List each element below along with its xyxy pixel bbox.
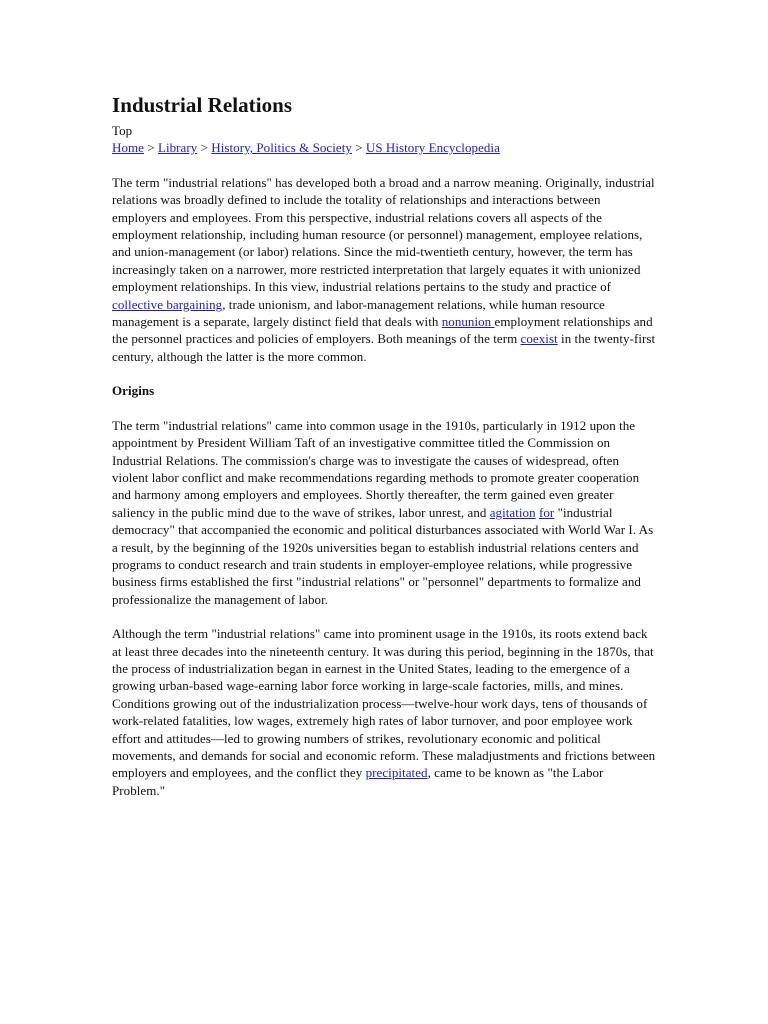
page-title: Industrial Relations — [112, 93, 293, 117]
nonunion-link[interactable]: nonunion — [441, 314, 495, 330]
intro-paragraph — [112, 174, 657, 365]
paragraph-text: The term "industrial relations" came into common usage in the 1910s, particularly in 1912 upon the appointment by President William Taft of an investigative committee titled the Commission on Industrial Relations. The commission's charge was to investigate the causes of widespread, often violent labor conflict and make recommendations regarding methods to promote greater cooperation and harmony among employers and employees. Shortly thereafter, the term gained even greater saliency in the public mind due to the wave of strikes, labor unrest, and — [112, 417, 640, 520]
article-container — [112, 92, 657, 816]
coexist-link[interactable]: coexist — [520, 331, 558, 347]
paragraph-text: , trade unionism, and labor-management relations, while human resource management is a separate, largely distinct field that deals with — [112, 296, 605, 330]
breadcrumb-history-link[interactable]: History, Politics & Society — [211, 140, 352, 156]
origins-paragraph — [112, 417, 657, 608]
breadcrumb — [112, 139, 657, 156]
breadcrumb-separator: > — [197, 140, 212, 156]
paragraph-text: , came to be known as "the Labor Problem." — [112, 765, 604, 798]
breadcrumb-home-link[interactable]: Home — [112, 140, 144, 156]
top-label: Top — [112, 123, 133, 138]
paragraph-text: Although the term "industrial relations" came into prominent usage in the 1910s, its roots extend back at least three decades into the nineteenth century. It was during this period, beginning in the 1870s, that the process of industrialization began in earnest in the United States, leading to the emergence of a growing urban-based wage-earning labor force working in large-scale factories, mills, and mines. Conditions growing out of the industrialization process—twelve-hour work days, tens of thousands of work-related fatalities, low wages, extremely high rates of labor turnover, and poor employee work effort and attitudes—led to growing numbers of strikes, revolutionary economic and political movements, and demands for social and economic reform. These maladjustments and frictions between employers and employees, and the conflict they — [112, 626, 656, 781]
agitation-link[interactable]: agitation — [489, 504, 536, 520]
breadcrumb-separator: > — [143, 140, 158, 156]
collective-bargaining-link[interactable]: collective bargaining — [112, 296, 223, 312]
paragraph-text: in the twenty-first century, although the latter is the more common. — [112, 331, 656, 364]
breadcrumb-encyclopedia-link[interactable]: US History Encyclopedia — [365, 140, 500, 156]
precipitated-link[interactable]: precipitated — [365, 765, 428, 781]
paragraph-text: employment relationships and the personnel practices and policies of employers. Both meanings of the term — [112, 314, 653, 347]
roots-paragraph — [112, 625, 657, 799]
for-link[interactable]: for — [538, 504, 555, 520]
breadcrumb-library-link[interactable]: Library — [157, 140, 198, 156]
section-heading-origins: Origins — [112, 383, 155, 399]
paragraph-text: "industrial democracy" that accompanied the economic and political disturbances associated with World War I. As a result, by the beginning of the 1920s universities began to establish industrial relations centers and programs to conduct research and train students in employer-employee relations, while progressive business firms established the first "industrial relations" or "personnel" departments to formalize and professionalize the management of labor. — [112, 504, 654, 607]
breadcrumb-separator: > — [351, 140, 366, 156]
paragraph-text: The term "industrial relations" has developed both a broad and a narrow meaning. Originally, industrial relations was broadly defined to include the totality of relationships and interactions between employers and employees. From this perspective, industrial relations covers all aspects of the employment relationship, including human resource (or personnel) management, employee relations, and union-management (or labor) relations. Since the mid-twentieth century, however, the term has increasingly taken on a narrower, more restricted interpretation that largely equates it with unionized employment relationships. In this view, industrial relations pertains to the study and practice of — [112, 174, 655, 295]
